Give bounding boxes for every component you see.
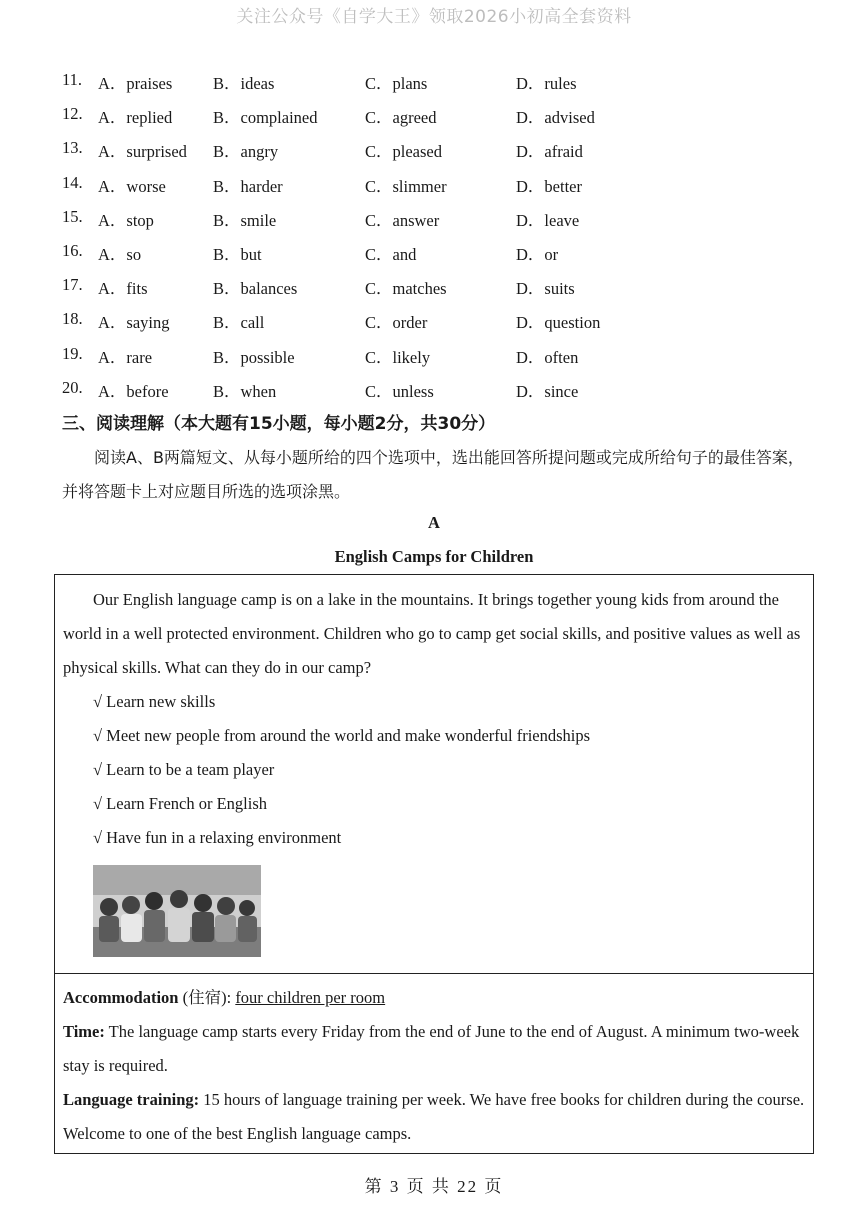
watermark: 关注公众号《自学大王》领取2026小初高全套资料 (236, 7, 632, 27)
checklist-item: √ Learn to be a team player (93, 760, 275, 779)
option-a: A．replied (98, 108, 173, 128)
option-b: B．ideas (213, 74, 275, 93)
question-number: 11. (62, 70, 83, 89)
option-b: B．angry (213, 142, 279, 162)
option-row (62, 239, 682, 273)
option-c: C．unless (365, 381, 434, 401)
option-b: B．smile (213, 210, 277, 230)
option-a: A．praises (98, 74, 173, 93)
question-number: 13. (62, 138, 83, 158)
training-label: Language training: (63, 1090, 200, 1109)
accommodation-value: four children per room (235, 988, 386, 1007)
checklist-item: √ Learn new skills (93, 692, 216, 711)
question-number: 17. (62, 275, 83, 295)
option-c: C．order (365, 313, 428, 333)
option-a: A．fits (98, 279, 148, 299)
training-line (63, 1083, 805, 1151)
option-row (62, 136, 682, 170)
training-text: 15 hours of language training per week. We have free books for children during the course. Welcome to one of the best English language camps. (63, 1090, 805, 1143)
box-divider (55, 973, 813, 974)
page-number: 第 3 页 共 22 页 (364, 1177, 504, 1196)
question-number: 16. (62, 240, 83, 260)
option-a: A．surprised (98, 142, 187, 162)
option-row (62, 68, 682, 102)
option-a: A．rare (98, 347, 153, 367)
option-c: C．slimmer (365, 176, 447, 196)
question-number: 15. (62, 206, 83, 226)
option-d: D．since (516, 381, 579, 401)
accommodation-label: Accommodation (63, 988, 179, 1007)
option-c: C．and (365, 244, 417, 264)
question-number: 14. (62, 172, 83, 192)
accommodation-cn: (住宿): (178, 988, 236, 1007)
option-d: D．suits (516, 279, 575, 299)
option-c: C．likely (365, 347, 431, 367)
checklist-item: √ Have fun in a relaxing environment (93, 828, 342, 847)
option-a: A．before (98, 381, 169, 401)
question-number: 20. (62, 377, 83, 397)
passage-intro: Our English language camp is on a lake in the mountains. It brings together young kids from around the world in a well protected environment. Children who go to camp get social skills, and positive values as well as physical skills. What can they do in our camp? (63, 590, 801, 677)
option-b: B．harder (213, 176, 283, 196)
option-d: D．rules (516, 74, 577, 93)
option-a: A．saying (98, 313, 170, 333)
option-a: A．stop (98, 210, 154, 230)
option-d: D．better (516, 176, 582, 196)
option-b: B．possible (213, 347, 295, 367)
option-c: C．pleased (365, 142, 442, 162)
option-c: C．agreed (365, 108, 437, 128)
question-number: 12. (62, 104, 83, 124)
option-b: B．but (213, 244, 262, 264)
option-b: B．complained (213, 108, 318, 128)
children-group-photo (93, 865, 261, 957)
section-heading: 三、阅读理解（本大题有15小题，每小题2分，共30分） (62, 414, 496, 434)
option-row (62, 307, 682, 341)
checklist-item: √ Meet new people from around the world and make wonderful friendships (93, 726, 591, 745)
option-d: D．question (516, 313, 601, 333)
checklist-item: √ Learn French or English (93, 794, 268, 813)
option-d: D．advised (516, 108, 595, 128)
accommodation-line (63, 981, 805, 1015)
option-d: D．afraid (516, 142, 583, 162)
option-b: B．call (213, 313, 265, 333)
option-a: A．worse (98, 176, 166, 196)
question-number: 19. (62, 343, 83, 363)
passage-title: English Camps for Children (334, 547, 534, 566)
question-number: 18. (62, 309, 83, 329)
time-text: The language camp starts every Friday from the end of June to the end of August. A minimum two-week stay is required. (63, 1022, 800, 1075)
camp-details (63, 981, 805, 1151)
activity-checklist (93, 685, 590, 855)
option-row (62, 342, 682, 376)
option-d: D．or (516, 244, 559, 264)
option-row (62, 171, 682, 205)
option-b: B．balances (213, 279, 298, 299)
option-d: D．often (516, 347, 579, 367)
option-row (62, 102, 682, 136)
section-instructions: 阅读A、B两篇短文、从每小题所给的四个选项中，选出能回答所提问题或完成所给句子的最佳答案，并将答题卡上对应题目所选的选项涂黑。 (62, 448, 804, 501)
answer-options (62, 68, 682, 410)
option-c: C．plans (365, 74, 428, 93)
passage-box (54, 574, 814, 1154)
passage-label: A (428, 513, 440, 532)
option-c: C．answer (365, 210, 440, 230)
option-row (62, 205, 682, 239)
option-row (62, 376, 682, 410)
option-b: B．when (213, 381, 277, 401)
time-label: Time: (63, 1022, 105, 1041)
option-a: A．so (98, 244, 142, 264)
option-c: C．matches (365, 279, 447, 299)
option-row (62, 273, 682, 307)
option-d: D．leave (516, 210, 580, 230)
time-line (63, 1015, 805, 1083)
